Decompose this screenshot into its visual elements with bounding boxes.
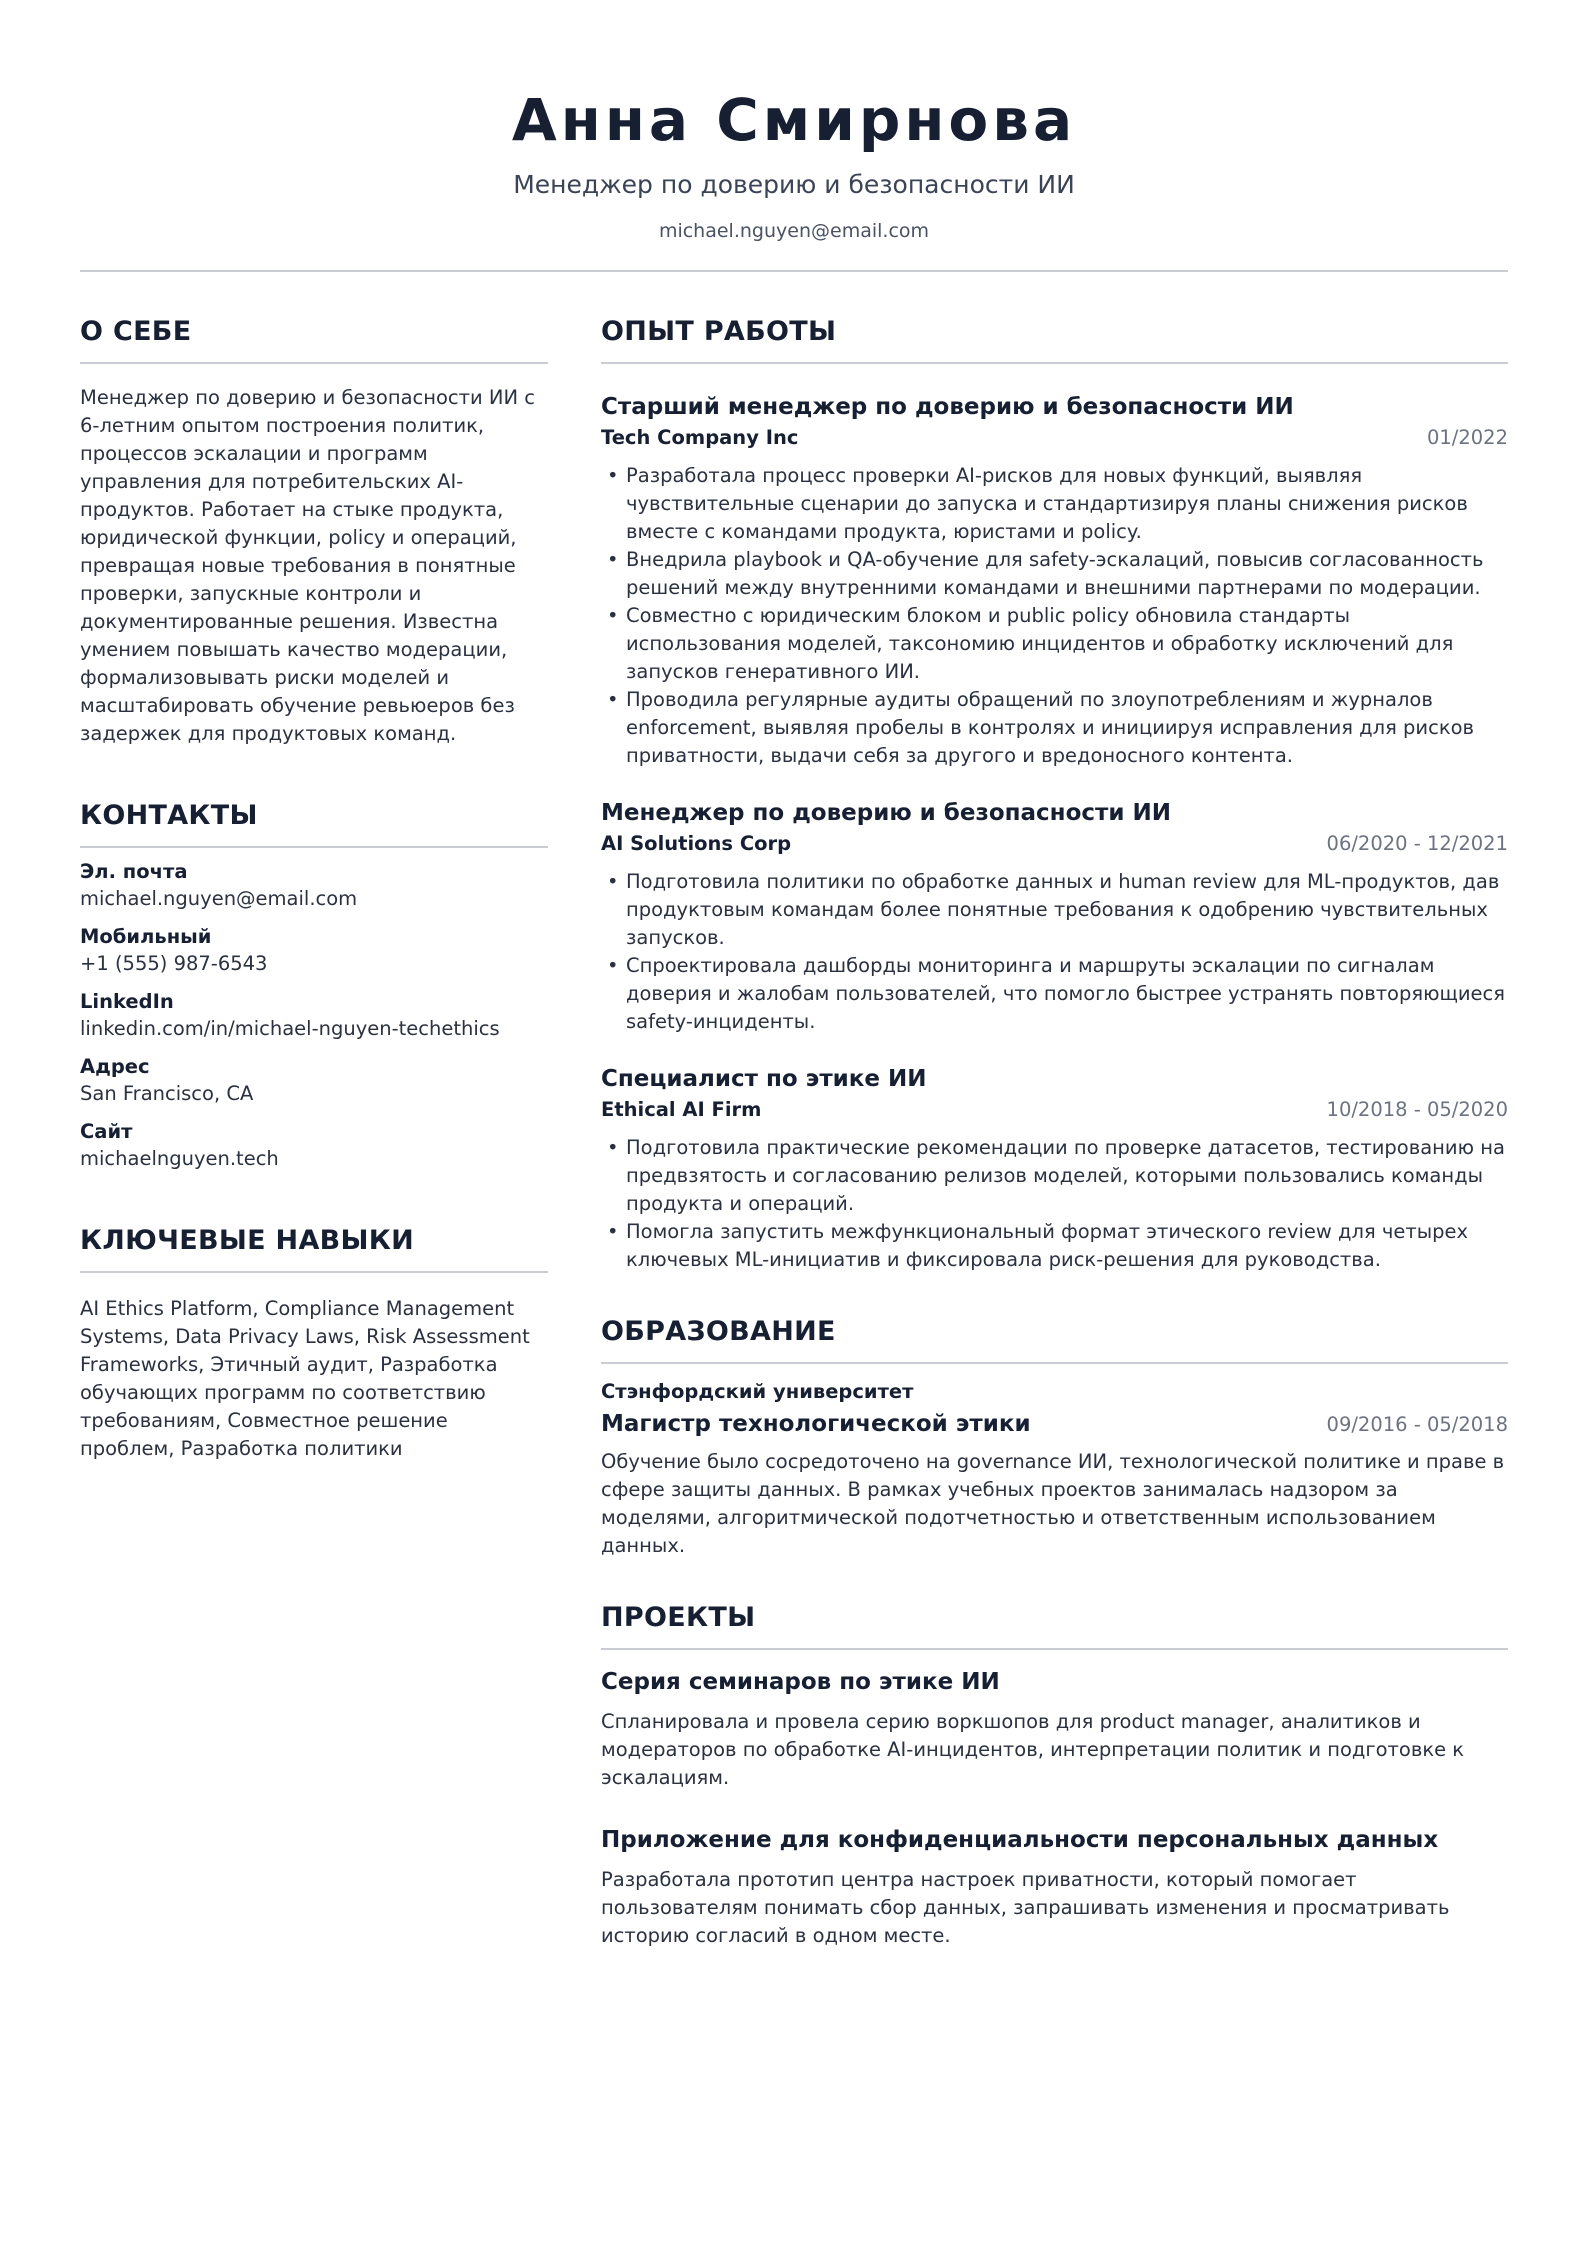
project-title: Серия семинаров по этике ИИ <box>601 1669 1000 1695</box>
edu-date: 09/2016 - 05/2018 <box>1326 1413 1508 1436</box>
job-bullets <box>601 868 1508 1036</box>
section-divider <box>80 362 548 364</box>
contact-email <box>80 858 548 913</box>
contact-website <box>80 1118 548 1173</box>
job-title: Специалист по этике ИИ <box>601 1066 927 1092</box>
right-column <box>601 314 1508 1950</box>
job-bullet: • Подготовила практические рекомендации по проверке датасетов, тестированию на предвзятость и согласованию релизов моделей, которыми пользовались команды продукта и операций. <box>601 1134 1508 1218</box>
experience-section <box>601 314 1508 1274</box>
job-title: Менеджер по доверию и безопасности ИИ <box>601 800 1171 826</box>
contact-address <box>80 1053 548 1108</box>
contact-label: Эл. почта <box>80 860 188 883</box>
contact-label: Сайт <box>80 1120 133 1143</box>
edu-degree: Магистр технологической этики <box>601 1411 1031 1437</box>
job-bullet: • Совместно с юридическим блоком и public policy обновила стандарты использования моделей, таксономию инцидентов и обработку исключений для запусков генеративного ИИ. <box>601 602 1508 686</box>
job-date: 06/2020 - 12/2021 <box>1326 832 1508 855</box>
left-column <box>80 314 548 1950</box>
skills-text: AI Ethics Platform, Compliance Management Systems, Data Privacy Laws, Risk Assessment Frameworks, Этичный аудит, Разработка обучающих программ по соответствию требованиям, Совместное решение проблем, Разработка политики <box>80 1297 530 1460</box>
about-section <box>80 314 548 748</box>
header-email: michael.nguyen@email.com <box>658 220 930 242</box>
job-date: 10/2018 - 05/2020 <box>1326 1098 1508 1121</box>
job-bullet: • Внедрила playbook и QA-обучение для safety-эскалаций, повысив согласованность решений между внутренними командами и внешними партнерами по модерации. <box>601 546 1508 602</box>
resume-header <box>80 84 1508 272</box>
contact-value[interactable]: linkedin.com/in/michael-nguyen-techethics <box>80 1017 500 1040</box>
job-company: Ethical AI Firm <box>601 1098 762 1121</box>
projects-section <box>601 1600 1508 1950</box>
experience-title: ОПЫТ РАБОТЫ <box>601 316 837 347</box>
job-entry <box>601 798 1508 1036</box>
section-divider <box>601 1648 1508 1650</box>
section-divider <box>80 846 548 848</box>
contact-value[interactable]: +1 (555) 987-6543 <box>80 952 268 975</box>
contact-label: Мобильный <box>80 925 212 948</box>
job-entry <box>601 392 1508 770</box>
job-bullet: • Подготовила политики по обработке данных и human review для ML-продуктов, дав продуктовым командам более понятные требования к одобрению чувствительных запусков. <box>601 868 1508 952</box>
resume-columns <box>80 314 1508 1950</box>
job-company: Tech Company Inc <box>601 426 799 449</box>
candidate-name: Анна Смирнова <box>511 86 1077 154</box>
contact-value: San Francisco, CA <box>80 1082 254 1105</box>
education-title: ОБРАЗОВАНИЕ <box>601 1316 836 1347</box>
about-text: Менеджер по доверию и безопасности ИИ с 6-летним опытом построения политик, процессов эскалации и программ управления для потребительских AI-продуктов. Работает на стыке продукта, юридической функции, policy и операций, превращая новые требования в понятные проверки, запускные контроли и документированные решения. Известна умением повышать качество модерации, формализовывать риски моделей и масштабировать обучение ревьюеров без задержек для продуктовых команд. <box>80 386 535 745</box>
job-bullet: • Спроектировала дашборды мониторинга и маршруты эскалации по сигналам доверия и жалобам пользователей, что помогло быстрее устранять повторяющиеся safety-инциденты. <box>601 952 1508 1036</box>
job-entry <box>601 1064 1508 1274</box>
projects-title: ПРОЕКТЫ <box>601 1602 756 1633</box>
job-bullets <box>601 462 1508 770</box>
job-bullet: • Разработала процесс проверки AI-рисков для новых функций, выявляя чувствительные сценарии до запуска и стандартизируя планы снижения рисков вместе с командами продукта, юристами и policy. <box>601 462 1508 546</box>
job-company: AI Solutions Corp <box>601 832 792 855</box>
skills-section <box>80 1223 548 1463</box>
section-divider <box>601 362 1508 364</box>
contact-linkedin <box>80 988 548 1043</box>
project-entry <box>601 1666 1508 1792</box>
skills-title: КЛЮЧЕВЫЕ НАВЫКИ <box>80 1225 415 1256</box>
job-bullet: • Помогла запустить межфункциональный формат этического review для четырех ключевых ML-инициатив и фиксировала риск-решения для руководства. <box>601 1218 1508 1274</box>
job-title: Старший менеджер по доверию и безопасности ИИ <box>601 394 1294 420</box>
contact-value[interactable]: michaelnguyen.tech <box>80 1147 279 1170</box>
project-description: Спланировала и провела серию воркшопов для product manager, аналитиков и модераторов по обработке AI-инцидентов, интерпретации политик и подготовке к эскалациям. <box>601 1710 1465 1789</box>
job-date: 01/2022 <box>1426 426 1508 449</box>
project-entry <box>601 1824 1508 1950</box>
contacts-title: КОНТАКТЫ <box>80 800 258 831</box>
about-title: О СЕБЕ <box>80 316 192 347</box>
edu-school: Стэнфордский университет <box>601 1380 914 1403</box>
contacts-section <box>80 798 548 1173</box>
candidate-role: Менеджер по доверию и безопасности ИИ <box>513 170 1075 199</box>
job-bullets <box>601 1134 1508 1274</box>
project-description: Разработала прототип центра настроек приватности, который помогает пользователям понимать сбор данных, запрашивать изменения и просматривать историю согласий в одном месте. <box>601 1868 1450 1947</box>
header-divider <box>80 270 1508 272</box>
project-title: Приложение для конфиденциальности персональных данных <box>601 1827 1439 1853</box>
edu-description: Обучение было сосредоточено на governance ИИ, технологической политике и праве в сфере защиты данных. В рамках учебных проектов занималась надзором за моделями, алгоритмической подотчетностью и ответственным использованием данных. <box>601 1450 1505 1557</box>
section-divider <box>80 1271 548 1273</box>
contact-value[interactable]: michael.nguyen@email.com <box>80 887 358 910</box>
contact-phone <box>80 923 548 978</box>
contact-label: Адрес <box>80 1055 150 1078</box>
section-divider <box>601 1362 1508 1364</box>
job-bullet: • Проводила регулярные аудиты обращений по злоупотреблениям и журналов enforcement, выявляя пробелы в контролях и инициируя исправления для рисков приватности, выдачи себя за другого и вредоносного контента. <box>601 686 1508 770</box>
education-section <box>601 1314 1508 1560</box>
contact-label: LinkedIn <box>80 990 174 1013</box>
